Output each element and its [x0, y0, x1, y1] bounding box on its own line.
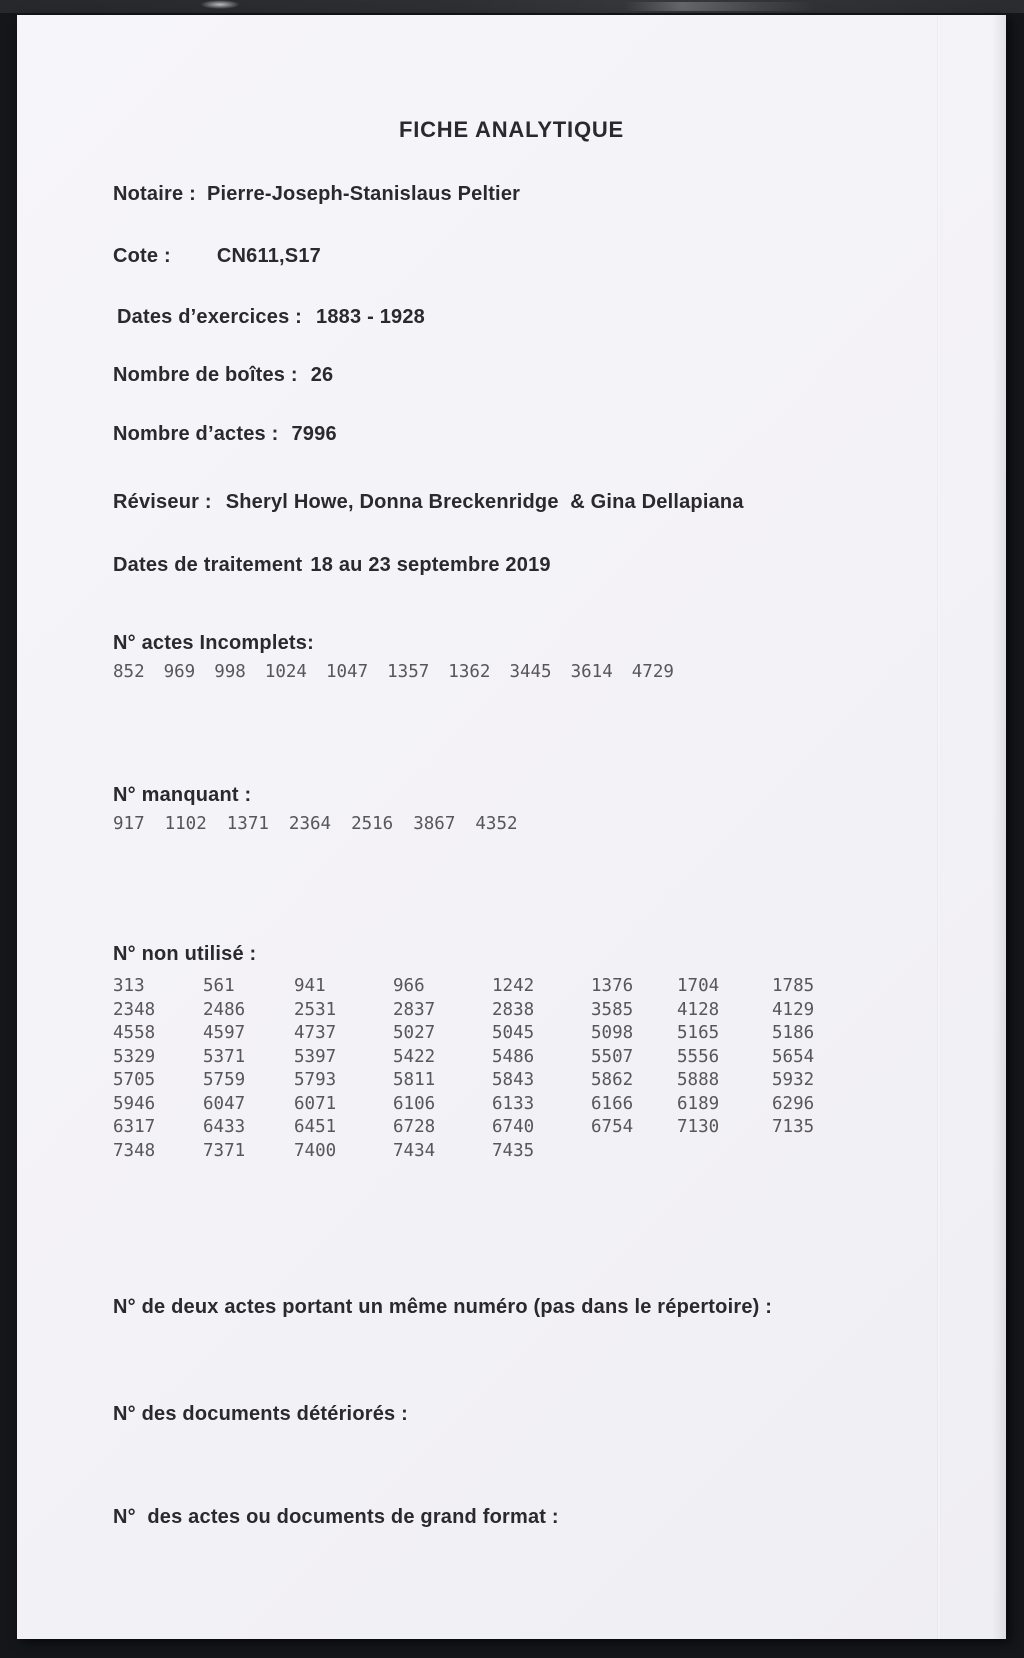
number-value: 5811 [393, 1070, 436, 1090]
field-reviseur [113, 491, 744, 514]
number-value: 7434 [393, 1140, 436, 1161]
section-deux-actes-heading: N° de deux actes portant un même numéro (pas dans le répertoire) : [113, 1296, 773, 1318]
number-value: 1704 [677, 976, 720, 996]
number-value: 1371 [226, 814, 269, 834]
field-dates-traitement-label: Dates de traitement [113, 554, 303, 576]
number-value: 1102 [164, 814, 207, 834]
number-value: 5556 [677, 1046, 720, 1067]
number-value: 6433 [203, 1117, 246, 1137]
number-value: 7371 [203, 1140, 246, 1161]
number-value: 5507 [591, 1046, 634, 1067]
number-value: 6317 [113, 1117, 156, 1137]
number-value: 2838 [492, 999, 535, 1020]
number-value: 1242 [492, 976, 535, 996]
number-value: 5759 [203, 1070, 246, 1090]
number-value: 5186 [772, 1023, 815, 1043]
number-value: 1362 [448, 662, 491, 682]
field-nombre-boites-label: Nombre de boîtes : [113, 364, 298, 386]
field-reviseur-value: Sheryl Howe, Donna Breckenridge & Gina Dellapiana [225, 491, 744, 513]
field-dates-traitement [113, 554, 551, 577]
number-value: 5371 [203, 1046, 246, 1067]
number-value: 5045 [492, 1023, 535, 1043]
number-value: 2516 [351, 814, 394, 834]
section-documents-deteriores [113, 1403, 408, 1426]
field-nombre-boites [113, 364, 333, 387]
field-cote-value: CN611,S17 [216, 245, 321, 267]
field-nombre-actes-value: 7996 [291, 423, 337, 445]
field-dates-exercices [117, 306, 425, 329]
field-nombre-boites-value: 26 [310, 364, 334, 386]
field-dates-exercices-value: 1883 - 1928 [316, 306, 425, 328]
photo-top-edge [0, 0, 1024, 13]
number-value: 5027 [393, 1023, 436, 1043]
number-value: 7435 [492, 1140, 535, 1161]
section-manquant-heading: N° manquant : [113, 784, 252, 806]
field-nombre-actes [113, 423, 337, 446]
number-value: 3585 [591, 999, 634, 1020]
page-edge-shade [992, 15, 1006, 1639]
number-value: 5932 [772, 1070, 815, 1090]
document-title: FICHE ANALYTIQUE [398, 117, 625, 142]
number-value: 7400 [294, 1140, 337, 1161]
number-value: 6071 [294, 1093, 337, 1114]
document-page [17, 15, 1006, 1639]
number-value: 1376 [591, 976, 634, 996]
number-value: 5888 [677, 1070, 720, 1090]
number-value: 5793 [294, 1070, 337, 1090]
number-value: 6740 [492, 1117, 535, 1137]
number-value: 5422 [393, 1046, 436, 1067]
field-notaire-value: Pierre-Joseph-Stanislaus Peltier [206, 183, 521, 205]
page-crease [937, 15, 941, 1639]
section-documents-deteriores-heading: N° des documents détériorés : [113, 1403, 408, 1425]
photo-edge-smudge-center [625, 2, 815, 11]
number-value: 5843 [492, 1070, 535, 1090]
number-value: 5862 [591, 1070, 634, 1090]
number-value: 1785 [772, 976, 815, 996]
field-nombre-actes-label: Nombre d’actes : [113, 423, 279, 445]
number-value: 5329 [113, 1046, 156, 1067]
number-value: 1357 [387, 662, 430, 682]
number-value: 561 [203, 976, 235, 996]
section-deux-actes-meme-numero [113, 1288, 813, 1327]
field-reviseur-label: Réviseur : [113, 491, 212, 513]
number-value: 5654 [772, 1046, 815, 1067]
number-value: 966 [393, 976, 425, 996]
number-value: 7348 [113, 1140, 156, 1161]
number-value: 4729 [631, 662, 674, 682]
number-value: 6133 [492, 1093, 535, 1114]
number-value: 6047 [203, 1093, 246, 1114]
number-value: 917 [113, 814, 145, 834]
number-value: 4352 [475, 814, 518, 834]
number-value: 941 [294, 976, 326, 996]
manquant-number-list [113, 814, 518, 834]
number-value: 6754 [591, 1117, 634, 1137]
number-value: 4737 [294, 1023, 337, 1043]
number-value: 1047 [325, 662, 369, 682]
number-value: 7130 [677, 1117, 720, 1137]
section-actes-incomplets [113, 632, 674, 682]
number-value: 6106 [393, 1093, 436, 1114]
number-value: 6728 [393, 1117, 436, 1137]
number-value: 7135 [772, 1117, 815, 1137]
number-value: 4128 [677, 999, 720, 1020]
photo-edge-smudge-left [200, 0, 240, 9]
field-notaire [113, 183, 520, 206]
number-value: 5098 [591, 1023, 634, 1043]
number-value: 4558 [113, 1023, 156, 1043]
number-value: 5946 [113, 1093, 156, 1114]
number-value: 1024 [264, 662, 307, 682]
number-value: 3445 [509, 662, 552, 682]
number-value: 6296 [772, 1093, 815, 1114]
number-value: 6189 [677, 1093, 720, 1114]
actes-incomplets-number-list [113, 662, 674, 682]
field-cote-label: Cote : [113, 245, 171, 267]
number-value: 6166 [591, 1093, 634, 1114]
number-value: 5397 [294, 1046, 337, 1067]
field-cote [113, 245, 321, 268]
section-actes-incomplets-heading: N° actes Incomplets: [113, 632, 314, 654]
number-value: 969 [163, 662, 196, 682]
number-value: 2348 [113, 999, 156, 1020]
number-value: 5705 [113, 1070, 156, 1090]
section-grand-format-heading: N° des actes ou documents de grand format : [113, 1506, 559, 1528]
number-value: 2837 [393, 999, 436, 1020]
number-value: 4597 [203, 1023, 246, 1043]
field-dates-traitement-value: 18 au 23 septembre 2019 [310, 554, 551, 576]
number-value: 998 [214, 662, 246, 682]
number-value: 5165 [677, 1023, 720, 1043]
number-value: 313 [113, 976, 145, 996]
number-value: 2364 [288, 814, 332, 834]
non-utilise-number-grid [113, 975, 832, 1163]
number-value: 5486 [492, 1046, 535, 1067]
section-non-utilise-heading: N° non utilisé : [113, 943, 257, 965]
section-non-utilise [113, 943, 832, 1163]
number-value: 4129 [772, 999, 815, 1020]
field-dates-exercices-label: Dates d’exercices : [117, 306, 303, 328]
number-value: 3614 [570, 662, 613, 682]
number-value: 2486 [203, 999, 246, 1020]
section-manquant [113, 784, 518, 834]
number-value: 6451 [294, 1117, 337, 1137]
number-value: 3867 [413, 814, 456, 834]
number-value: 2531 [294, 999, 337, 1020]
section-grand-format [113, 1506, 559, 1529]
field-notaire-label: Notaire : [113, 183, 196, 205]
number-value: 852 [113, 662, 145, 682]
